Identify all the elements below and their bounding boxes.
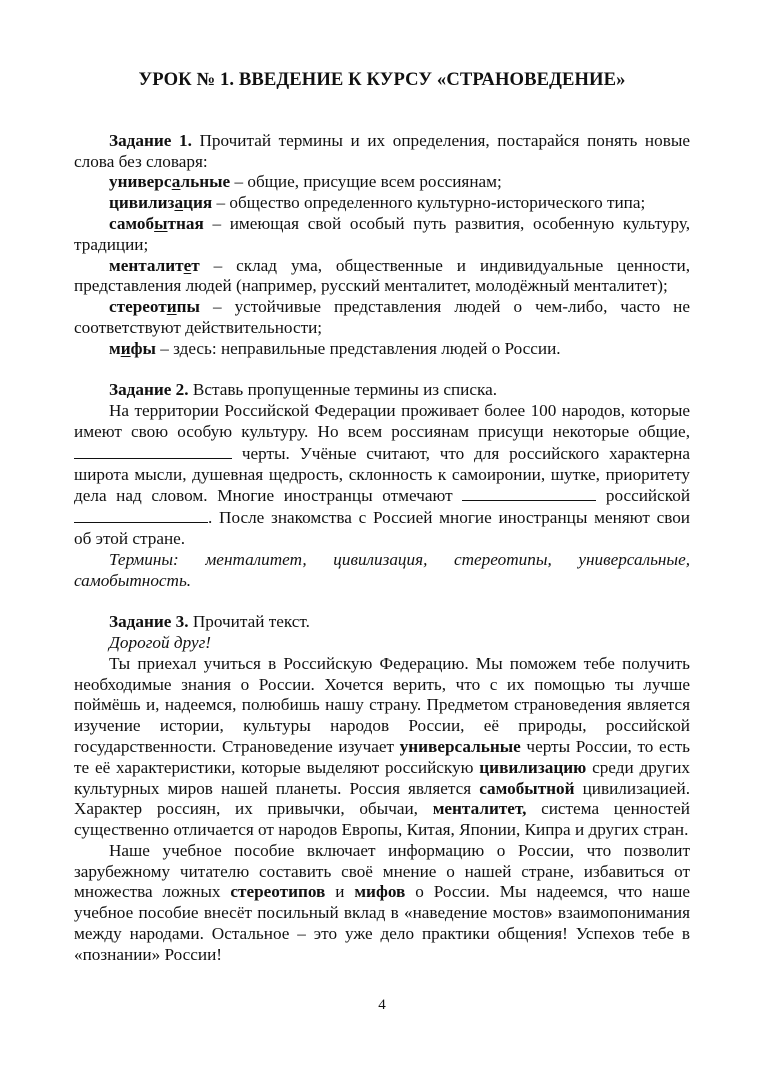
text-run: система ценностей существенно отличается от народов Европы, Китая, Японии, Кипра и других стран. (74, 799, 690, 840)
stress-mark: ы (154, 213, 168, 233)
text-run: среди других культурных миров нашей планеты. Россия является (74, 757, 690, 798)
text-run: Ты приехал учиться в Российскую Федерацию. Мы поможем тебе получить необходимые знания о России. Хочется верить, что с их помощью ты лучше поймёшь и, надеемся, полюбишь нашу страну. Предметом страноведения является изучение истории, культуры народов России, её природы, российской государственности. Страноведение изучает (74, 653, 690, 756)
stress-mark: и (120, 338, 131, 358)
text-run: о России. Мы надеемся, что наше учебное пособие внесёт посильный вклад в «наведение мостов» взаимопонимания между народами. Остальное – это уже дело практики общения! Успехов тебе в «познании» России! (74, 882, 691, 964)
term-definition (74, 256, 690, 298)
letter-greeting: Дорогой друг! (109, 632, 212, 652)
stress-mark: и (166, 297, 177, 317)
terms-options: Термины: менталитет, цивилизация, стереотипы, универсальные, самобытность. (74, 549, 690, 590)
term-word: стереотипы (109, 297, 200, 317)
term-word: универсальные (109, 172, 231, 192)
text-run: черты России, то есть те её характеристики, которые выделяют российскую (74, 736, 691, 777)
task-2-heading: Задание 2. (109, 380, 189, 400)
stress-mark: а (171, 172, 181, 192)
term-word: цивилизация (109, 193, 213, 213)
term-description: – общество определенного культурно-исторического типа; (212, 193, 646, 213)
task-3 (74, 612, 690, 966)
task-1-intro: Задание 1. Прочитай термины и их определения, постарайся понять новые слова без словаря: (74, 130, 690, 171)
term-definition (74, 214, 690, 256)
term-description: – устойчивые представления людей о чем-либо, часто не соответствуют действительности; (74, 297, 690, 337)
term-description: – склад ума, общественные и индивидуальные ценности, представления людей (например, русский менталитет, молодёжный менталитет); (74, 255, 690, 296)
key-term: универсальные (399, 736, 521, 756)
blank-field-1[interactable] (74, 443, 232, 459)
letter-paragraph-2 (74, 841, 690, 966)
text-run: цивилизацией. Характер россиян, их привычки, обычаи, (74, 778, 691, 819)
task-1 (74, 131, 690, 360)
term-description: – общие, присущие всем россиянам; (230, 172, 502, 192)
key-term: мифов (354, 882, 406, 902)
term-word: менталитет (109, 255, 200, 275)
task-1-heading: Задание 1. (109, 130, 192, 150)
term-word: мифы (109, 338, 156, 358)
term-description: – здесь: неправильные представления людей о России. (155, 338, 561, 358)
key-term: цивилизацию (479, 757, 587, 777)
task-2-exercise-text: На территории Российской Федерации проживает более 100 народов, которые имеют свою особую культуру. Но всем россиянам присущи некоторые общие, черты. Учёные считают, что для российского характерна широта мысли, душевная щедрость, склонность к самоиронии, шутке, приоритету дела над словом. Многие иностранцы отмечают российской . После знакомства с Россией многие иностранцы меняют свои об этой стране. (74, 401, 691, 548)
blank-field-3[interactable] (74, 507, 208, 523)
stress-mark: а (174, 193, 184, 213)
text-run: и (325, 882, 355, 902)
term-word: самобытная (109, 213, 204, 233)
task-2-intro: Задание 2. Вставь пропущенные термины из списка. (109, 380, 498, 400)
term-definition (74, 297, 690, 339)
term-definition (74, 172, 690, 193)
task-3-intro: Задание 3. Прочитай текст. (109, 612, 310, 632)
blank-field-2[interactable] (462, 485, 596, 501)
key-term: самобытной (479, 778, 575, 798)
task-2 (74, 380, 690, 591)
stress-mark: е (183, 255, 192, 275)
term-description: – имеющая свой особый путь развития, особенную культуру, традиции; (74, 213, 690, 254)
key-term: менталитет, (432, 799, 527, 819)
term-definition (74, 193, 690, 214)
text-run: Наше учебное пособие включает информацию о России, что позволит зарубежному читателю составить своё мнение о нашей стране, избавиться от множества ложных (74, 840, 690, 902)
terms-list (74, 172, 690, 359)
page-title: УРОК № 1. ВВЕДЕНИЕ К КУРСУ «СТРАНОВЕДЕНИЕ» (138, 69, 626, 90)
term-definition (74, 339, 690, 360)
key-term: стереотипов (230, 882, 326, 902)
document-page (74, 70, 690, 986)
letter-paragraph-1 (74, 654, 690, 841)
task-3-heading: Задание 3. (109, 612, 189, 632)
page-number: 4 (378, 997, 386, 1013)
